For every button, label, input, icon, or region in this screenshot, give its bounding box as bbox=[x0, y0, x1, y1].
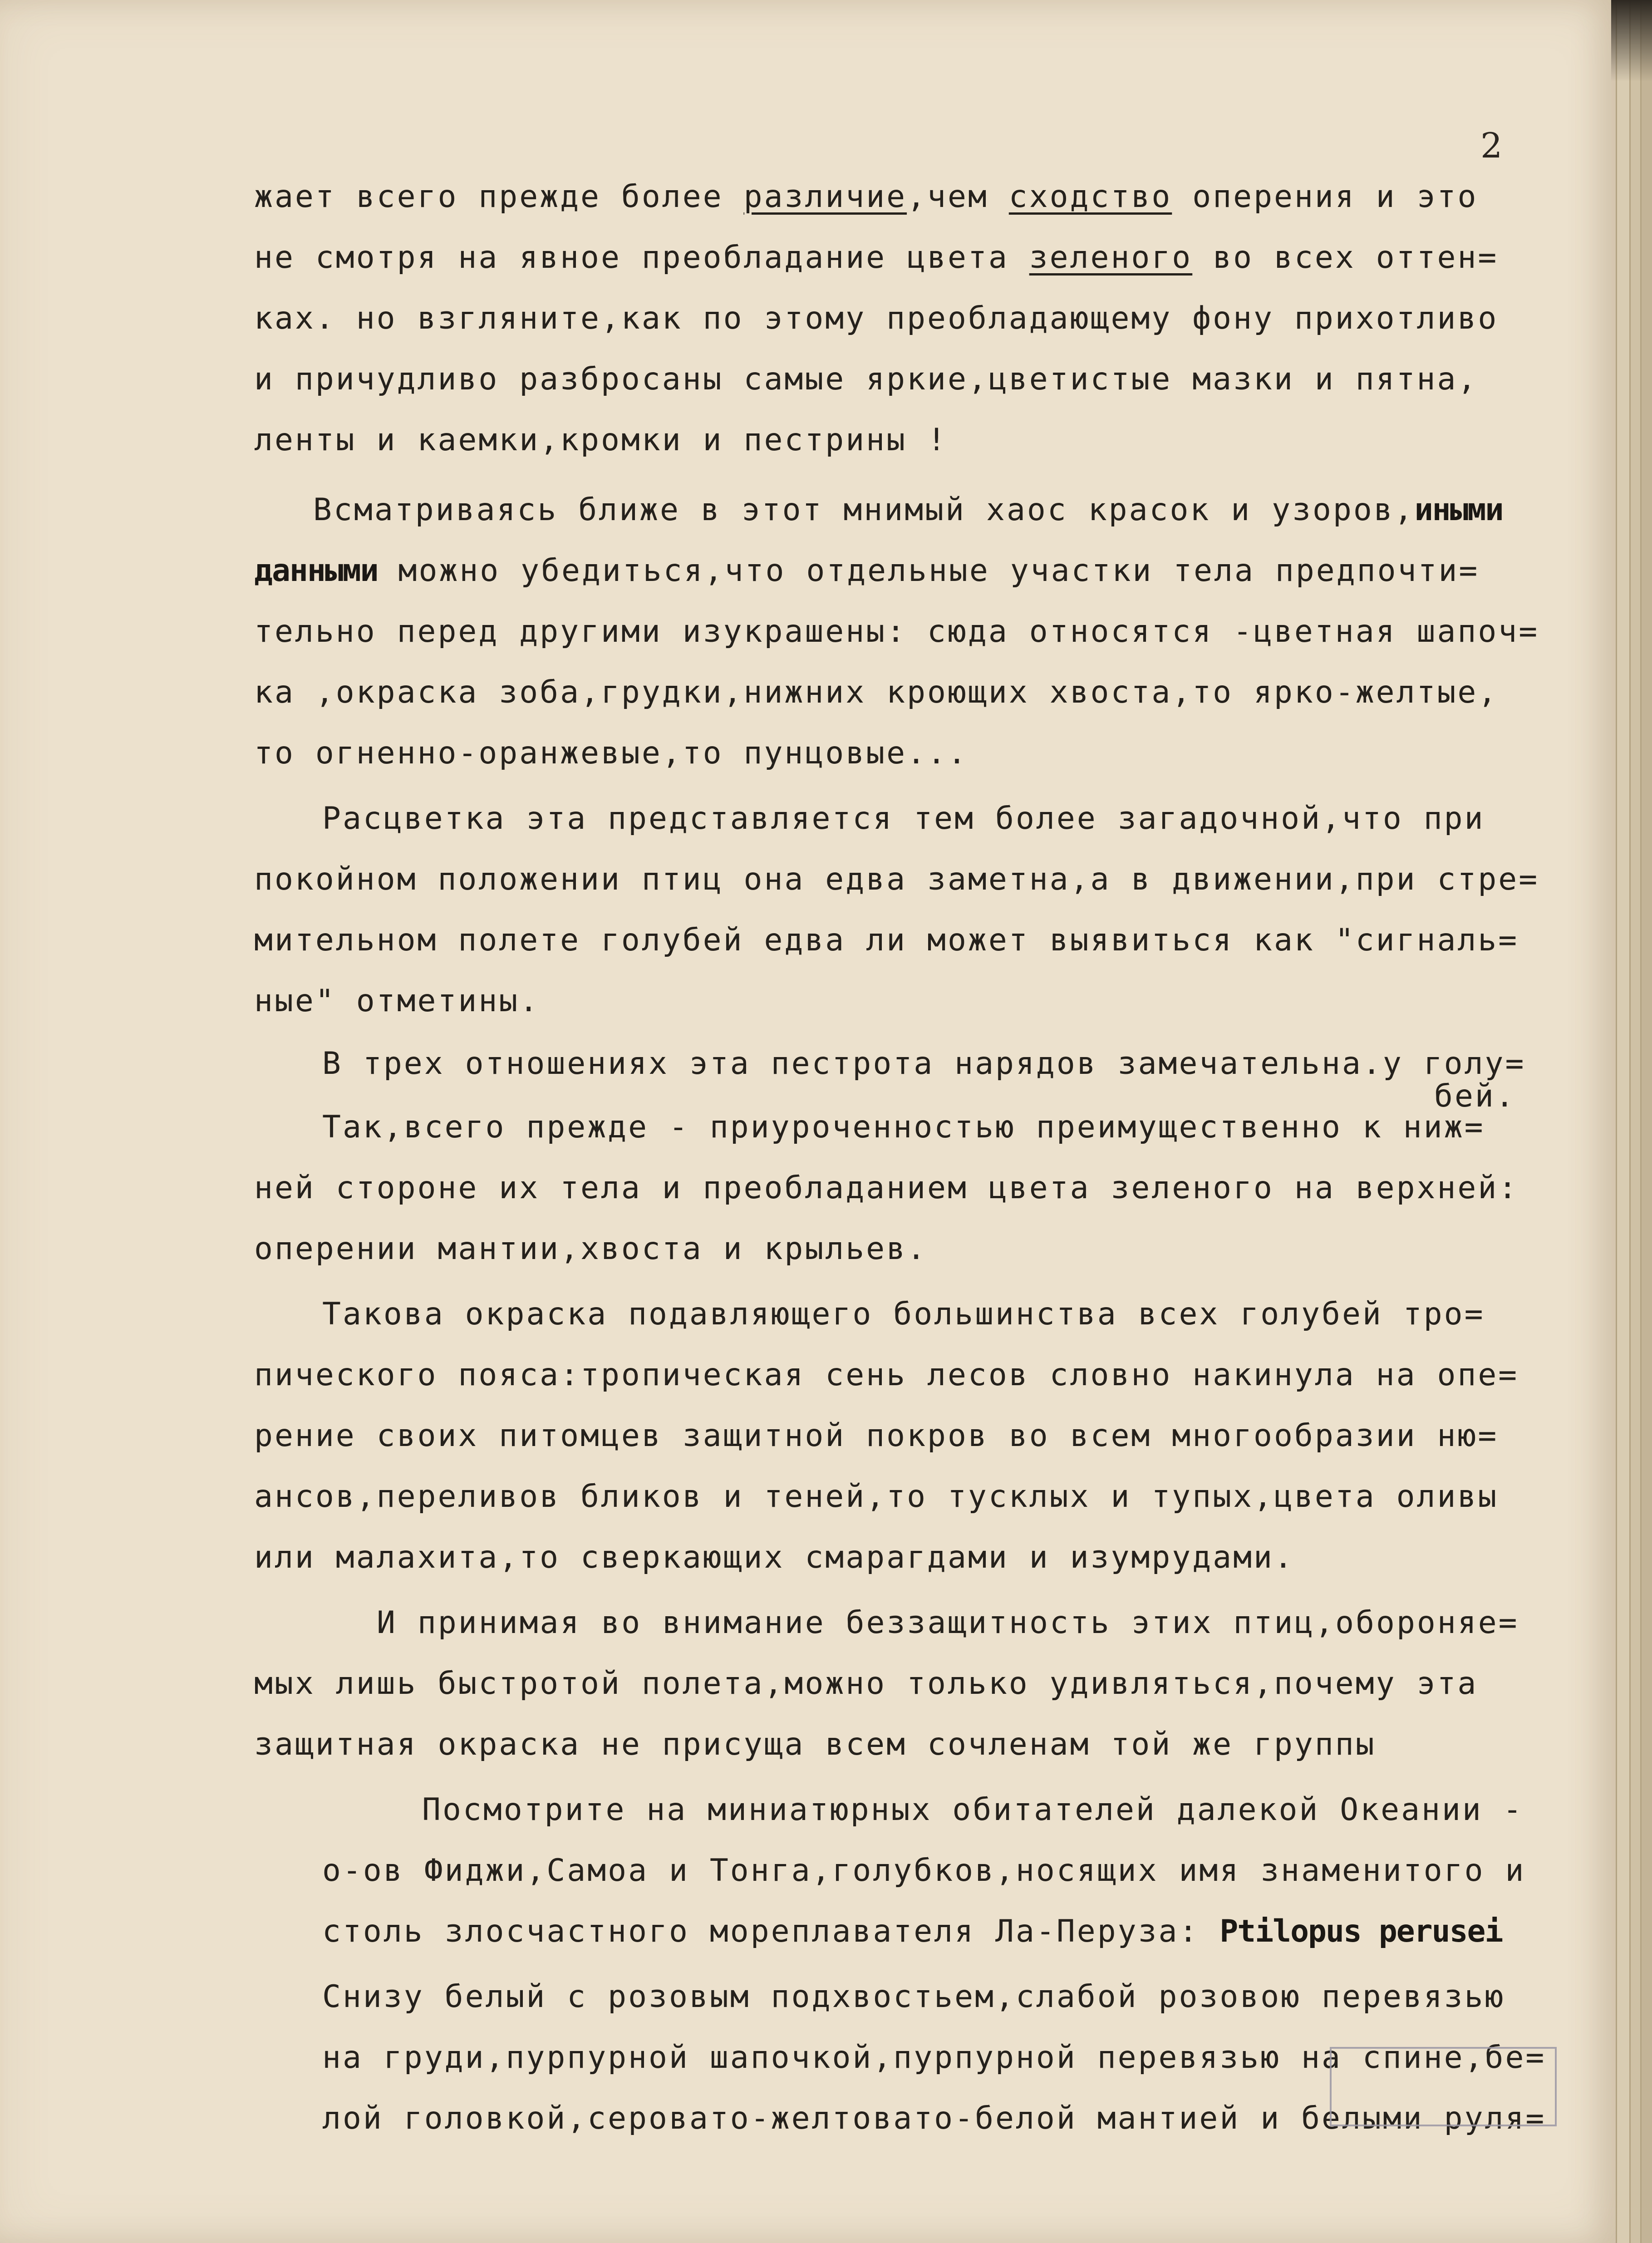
sheet-edge bbox=[1640, 0, 1652, 2243]
text-line: бей. bbox=[1434, 1078, 1516, 1114]
sheet-edge bbox=[1616, 0, 1631, 2243]
text-line: жает всего прежде более различие,чем сходство оперения и это bbox=[254, 179, 1478, 215]
text-line: столь злосчастного мореплавателя Ла-Перуза: Ptilopus perusei bbox=[322, 1913, 1503, 1949]
text-line: о-ов Фиджи,Самоа и Тонга,голубков,носящих имя знаменитого и bbox=[322, 1853, 1526, 1889]
archive-stamp bbox=[1330, 2047, 1557, 2126]
text-line: пического пояса:тропическая сень лесов словно накинула на опе= bbox=[254, 1357, 1519, 1393]
text-line: ка ,окраска зоба,грудки,нижних кроющих хвоста,то ярко-желтые, bbox=[254, 674, 1499, 710]
text-line: Посмотрите на миниатюрных обитателей далекой Океании - bbox=[422, 1792, 1524, 1828]
text-line: ные" отметины. bbox=[254, 983, 540, 1019]
underlined-word: различие bbox=[743, 179, 907, 215]
text-line: не смотря на явное преобладание цвета зеленого во всех оттен= bbox=[254, 240, 1499, 275]
text-line: И принимая во внимание беззащитность этих птиц,обороняе= bbox=[377, 1605, 1519, 1641]
text-line: или малахита,то сверкающих смарагдами и изумрудами. bbox=[254, 1540, 1294, 1575]
text-line: ансов,переливов бликов и теней,то тусклых и тупых,цвета оливы bbox=[254, 1479, 1499, 1515]
text-line: лой головкой,серовато-желтовато-белой мантией и белыми руля= bbox=[322, 2100, 1546, 2136]
text-line: тельно перед другими изукрашены: сюда относятся -цветная шапоч= bbox=[254, 614, 1539, 649]
text-line: ленты и каемки,кромки и пестрины ! bbox=[254, 422, 948, 458]
underlined-word: сходство bbox=[1008, 179, 1172, 215]
text-line: Всматриваясь ближе в этот мнимый хаос красок и узоров,иными bbox=[313, 492, 1503, 528]
text-line: рение своих питомцев защитной покров во всем многообразии ню= bbox=[254, 1418, 1499, 1454]
text-line: покойном положении птиц она едва заметна,а в движении,при стре= bbox=[254, 861, 1539, 897]
text-line: и причудливо разбросаны самые яркие,цветистые мазки и пятна, bbox=[254, 361, 1478, 397]
page-number: 2 bbox=[1480, 125, 1503, 166]
text-line: мых лишь быстротой полета,можно только удивляться,почему эта bbox=[254, 1666, 1478, 1702]
text-line: Такова окраска подавляющего большинства всех голубей тро= bbox=[322, 1296, 1485, 1332]
text-line: на груди,пурпурной шапочкой,пурпурной перевязью на спине,бе= bbox=[322, 2040, 1546, 2076]
text-line: оперении мантии,хвоста и крыльев. bbox=[254, 1231, 928, 1267]
text-line: данными можно убедиться,что отдельные участки тела предпочти= bbox=[254, 553, 1480, 589]
text-line: мительном полете голубей едва ли может выявиться как "сигналь= bbox=[254, 922, 1519, 958]
text-line: ках. но взгляните,как по этому преобладающему фону прихотливо bbox=[254, 300, 1499, 336]
struck-out-word: данными bbox=[254, 553, 378, 589]
sheet-edge bbox=[1629, 0, 1642, 2243]
text-line: Снизу белый с розовым подхвостьем,слабой розовою перевязью bbox=[322, 1979, 1505, 2015]
text-line: ней стороне их тела и преобладанием цвета зеленого на верхней: bbox=[254, 1170, 1519, 1206]
text-line: В трех отношениях эта пестрота нарядов замечательна.у голу= bbox=[322, 1046, 1526, 1082]
text-line: Расцветка эта представляется тем более загадочной,что при bbox=[322, 801, 1485, 836]
text-line: Так,всего прежде - приуроченностью преимущественно к ниж= bbox=[322, 1109, 1485, 1145]
underlined-word: зеленого bbox=[1029, 240, 1193, 275]
struck-out-word: иными bbox=[1414, 492, 1503, 528]
binding-shadow bbox=[1611, 0, 1652, 82]
species-name: Ptilopus perusei bbox=[1219, 1913, 1503, 1949]
text-line: защитная окраска не присуща всем сочленам той же группы bbox=[254, 1727, 1376, 1762]
text-line: то огненно-оранжевые,то пунцовые... bbox=[254, 735, 968, 771]
